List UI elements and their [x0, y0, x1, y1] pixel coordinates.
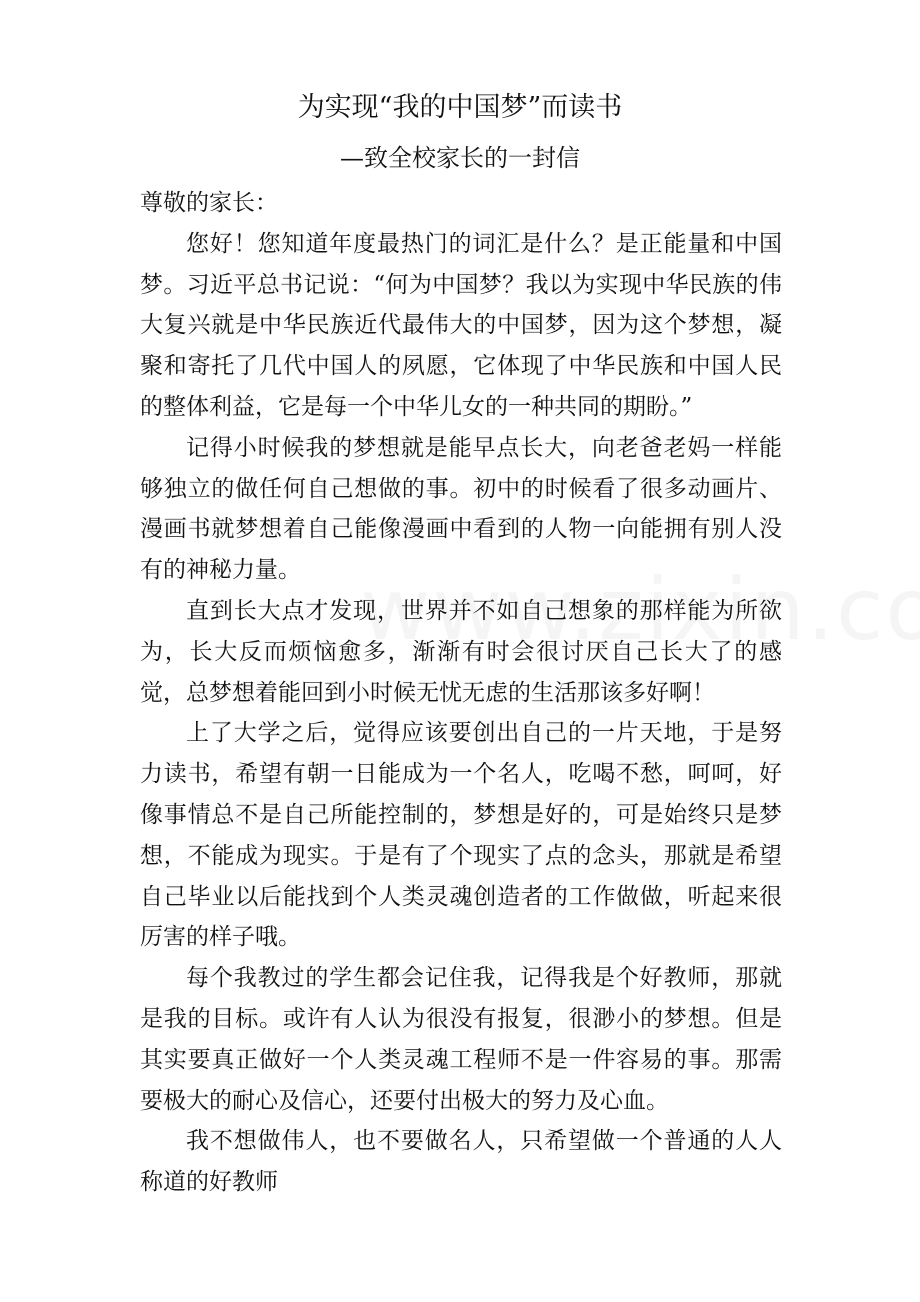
paragraph-1: 您好！您知道年度最热门的词汇是什么？是正能量和中国梦。习近平总书记说：“何为中国梦？我以为实现中华民族的伟大复兴就是中华民族近代最伟大的中国梦，因为这个梦想，凝聚和寄托了几代中国人的夙愿，它体现了中华民族和中国人民的整体利益，它是每一个中华儿女的一种共同的期盼。”	[140, 230, 782, 420]
paragraph-5: 每个我教过的学生都会记住我，记得我是个好教师，那就是我的目标。或许有人认为很没有报复，很渺小的梦想。但是其实要真正做好一个人类灵魂工程师不是一件容易的事。那需要极大的耐心及信心，还要付出极大的努力及心血。	[140, 965, 782, 1114]
paragraph-3: 直到长大点才发现，世界并不如自己想象的那样能为所欲为，长大反而烦恼愈多，渐渐有时会很讨厌自己长大了的感觉，总梦想着能回到小时候无忧无虑的生活那该多好啊！	[140, 597, 782, 706]
paragraph-6: 我不想做伟人，也不要做名人，只希望做一个普通的人人称道的好教师	[140, 1128, 782, 1196]
page-title: 为实现“我的中国梦”而读书	[297, 92, 623, 123]
page-subtitle: —致全校家长的一封信	[340, 144, 580, 172]
paragraph-2: 记得小时候我的梦想就是能早点长大，向老爸老妈一样能够独立的做任何自己想做的事。初中的时候看了很多动画片、漫画书就梦想着自己能像漫画中看到的人物一向能拥有别人没有的神秘力量。	[140, 434, 782, 584]
greeting: 尊敬的家长：	[140, 190, 278, 216]
paragraph-4: 上了大学之后，觉得应该要创出自己的一片天地，于是努力读书，希望有朝一日能成为一个名人，吃喝不愁，呵呵，好像事情总不是自己所能控制的，梦想是好的，可是始终只是梦想，不能成为现实。于是有了个现实了点的念头，那就是希望自己毕业以后能找到个人类灵魂创造者的工作做做，听起来很厉害的样子哦。	[140, 720, 782, 951]
letter-body	[140, 183, 782, 1203]
